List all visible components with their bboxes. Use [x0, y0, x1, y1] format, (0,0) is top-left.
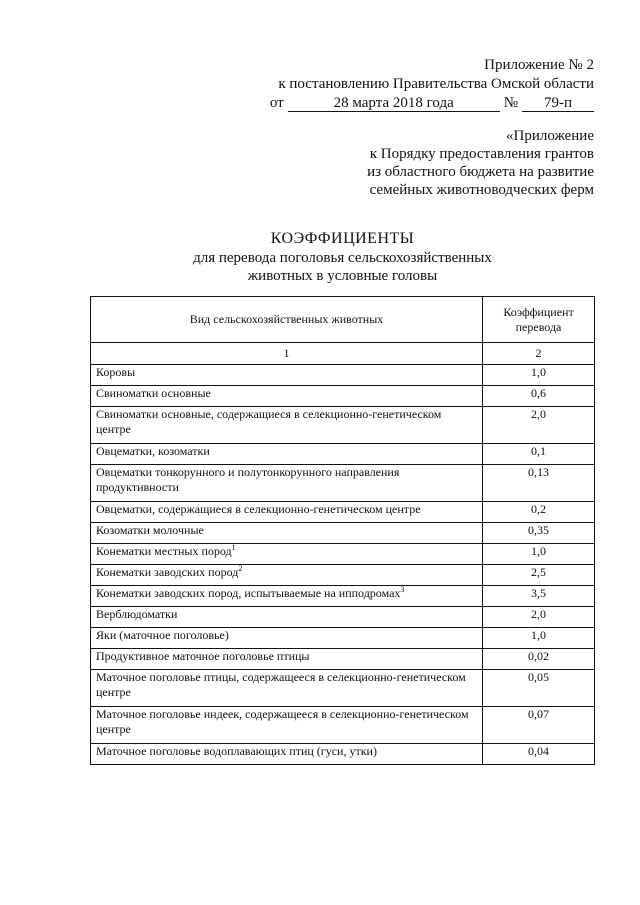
animal-kind-cell — [91, 707, 483, 744]
animal-kind-cell — [91, 544, 483, 565]
decree-date-line — [264, 94, 594, 113]
animal-kind-cell — [91, 465, 483, 502]
table-row — [91, 628, 595, 649]
column-header-coefficient — [483, 297, 595, 343]
table-row — [91, 565, 595, 586]
from-label: от — [269, 95, 284, 111]
animal-kind-cell — [91, 407, 483, 444]
table-row — [91, 386, 595, 407]
animal-kind-text: Конематки заводских пород — [96, 565, 239, 579]
document-title: КОЭФФИЦИЕНТЫ — [270, 230, 415, 247]
table-row — [91, 544, 595, 565]
table-row — [91, 465, 595, 502]
column-header-coefficient-line: перевода — [515, 319, 562, 334]
coefficient-cell: 0,1 — [483, 444, 595, 465]
coefficient-cell: 1,0 — [483, 544, 595, 565]
coefficient-cell: 0,04 — [483, 744, 595, 765]
animal-kind-text: Овцематки тонкорунного и полутонкорунного направления продуктивности — [96, 465, 400, 494]
coefficient-cell: 0,35 — [483, 523, 595, 544]
column-number: 2 — [483, 343, 595, 365]
table-row — [91, 523, 595, 544]
coefficient-cell: 0,6 — [483, 386, 595, 407]
coefficient-cell: 2,0 — [483, 407, 595, 444]
table-row — [91, 365, 595, 386]
table-body — [91, 365, 595, 765]
animal-kind-cell — [91, 365, 483, 386]
animal-kind-cell — [91, 386, 483, 407]
coefficient-cell: 0,02 — [483, 649, 595, 670]
footnote-marker: 3 — [400, 585, 405, 594]
column-header-kind: Вид сельскохозяйственных животных — [91, 297, 483, 343]
animal-kind-text: Верблюдоматки — [96, 607, 178, 621]
annex-line: «Приложение — [505, 128, 594, 144]
coefficient-cell: 0,05 — [483, 670, 595, 707]
animal-kind-text: Продуктивное маточное поголовье птицы — [96, 649, 310, 663]
table-row — [91, 649, 595, 670]
footnote-marker: 1 — [231, 543, 236, 552]
animal-kind-text: Свиноматки основные, содержащиеся в селекционно-генетическом центре — [96, 407, 442, 436]
footnote-marker: 2 — [238, 564, 243, 573]
animal-kind-cell — [91, 670, 483, 707]
number-label: № — [503, 95, 518, 111]
coefficient-cell: 1,0 — [483, 628, 595, 649]
animal-kind-cell — [91, 565, 483, 586]
coefficient-cell: 2,0 — [483, 607, 595, 628]
document-subtitle: для перевода поголовья сельскохозяйственных — [193, 250, 492, 266]
animal-kind-text: Конематки местных пород — [96, 544, 232, 558]
animal-kind-cell — [91, 649, 483, 670]
document-subtitle: животных в условные головы — [247, 268, 438, 284]
annex-line: из областного бюджета на развитие — [367, 164, 594, 180]
column-number-row — [91, 343, 595, 365]
animal-kind-text: Овцематки, содержащиеся в селекционно-генетическом центре — [96, 502, 421, 516]
animal-kind-text: Овцематки, козоматки — [96, 444, 210, 458]
animal-kind-text: Свиноматки основные — [96, 386, 211, 400]
table-row — [91, 444, 595, 465]
animal-kind-cell — [91, 607, 483, 628]
coefficient-cell: 1,0 — [483, 365, 595, 386]
coefficient-cell: 0,13 — [483, 465, 595, 502]
coefficients-table — [90, 296, 595, 765]
animal-kind-cell — [91, 628, 483, 649]
animal-kind-text: Яки (маточное поголовье) — [96, 628, 229, 642]
animal-kind-cell — [91, 444, 483, 465]
animal-kind-text: Маточное поголовье водоплавающих птиц (гуси, утки) — [96, 744, 377, 758]
animal-kind-cell — [91, 502, 483, 523]
decree-number: 79-п — [522, 95, 594, 112]
table-row — [91, 670, 595, 707]
decree-reference: к постановлению Правительства Омской области — [278, 76, 594, 92]
appendix-header — [264, 56, 594, 113]
column-header-coefficient-line: Коэффициент — [503, 304, 574, 319]
table-row — [91, 607, 595, 628]
annex-line: семейных животноводческих ферм — [369, 182, 594, 198]
animal-kind-text: Маточное поголовье индеек, содержащееся в селекционно-генетическом центре — [96, 707, 469, 736]
table-row — [91, 586, 595, 607]
animal-kind-text: Козоматки молочные — [96, 523, 204, 537]
animal-kind-cell — [91, 744, 483, 765]
animal-kind-cell — [91, 586, 483, 607]
coefficient-cell: 0,07 — [483, 707, 595, 744]
animal-kind-text: Коровы — [96, 365, 136, 379]
column-number: 1 — [91, 343, 483, 365]
table-row — [91, 407, 595, 444]
table-row — [91, 707, 595, 744]
table-header-row — [91, 297, 595, 343]
table-row — [91, 502, 595, 523]
coefficient-cell: 3,5 — [483, 586, 595, 607]
animal-kind-text: Конематки заводских пород, испытываемые на ипподромах — [96, 586, 401, 600]
coefficient-cell: 2,5 — [483, 565, 595, 586]
decree-date: 28 марта 2018 года — [288, 95, 500, 112]
animal-kind-cell — [91, 523, 483, 544]
coefficient-cell: 0,2 — [483, 502, 595, 523]
annex-line: к Порядку предоставления грантов — [369, 146, 594, 162]
appendix-number: Приложение № 2 — [484, 57, 594, 73]
animal-kind-text: Маточное поголовье птицы, содержащееся в селекционно-генетическом центре — [96, 670, 466, 699]
document-title-block — [90, 229, 595, 285]
table-row — [91, 744, 595, 765]
annex-reference — [294, 127, 594, 199]
